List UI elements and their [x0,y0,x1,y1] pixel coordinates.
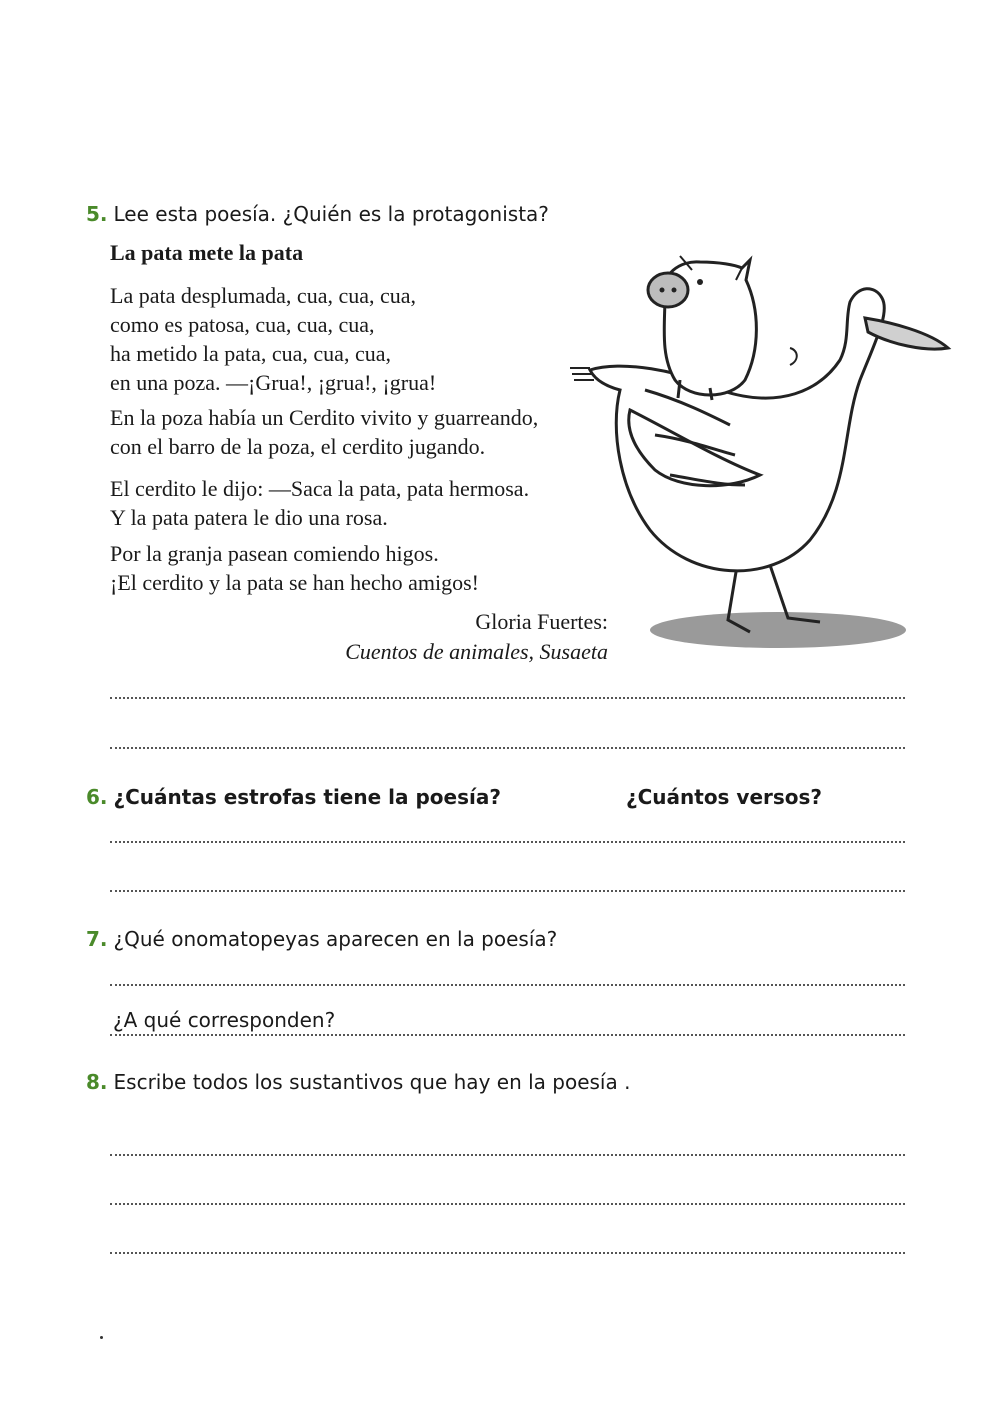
question-number: 5. [86,202,108,226]
question-7 [86,927,557,951]
poem-stanza-4 [110,539,479,597]
question-text: Lee esta poesía. ¿Quién es la protagonista? [113,202,549,226]
question-6-second-part: ¿Cuántos versos? [626,785,823,809]
answer-line[interactable] [110,890,905,892]
poem-book: Cuentos de animales, Susaeta [345,639,608,664]
poem-title: La pata mete la pata [110,240,304,265]
poem-stanza-2 [110,403,538,461]
question-5 [86,202,549,226]
poem-verse: ¡El cerdito y la pata se han hecho amigos! [110,570,479,595]
answer-line[interactable] [110,984,905,986]
poem-stanza-3 [110,474,529,532]
question-text: ¿Cuántas estrofas tiene la poesía? [113,785,501,809]
answer-line[interactable] [110,1252,905,1254]
poem-verse: Por la granja pasean comiendo higos. [110,541,439,566]
answer-line[interactable] [110,841,905,843]
answer-line[interactable] [110,747,905,749]
poem-verse: Y la pata patera le dio una rosa. [110,505,388,530]
poem-author: Gloria Fuertes: [475,609,608,634]
question-6 [86,785,501,809]
answer-line[interactable] [110,1154,905,1156]
question-8 [86,1070,630,1094]
question-number: 7. [86,927,108,951]
poem-verse: La pata desplumada, cua, cua, cua, [110,283,417,308]
question-7-subquestion: ¿A qué corresponden? [113,1008,336,1032]
answer-line[interactable] [110,1203,905,1205]
poem-verse: como es patosa, cua, cua, cua, [110,312,375,337]
poem-verse: El cerdito le dijo: —Saca la pata, pata hermosa. [110,476,530,501]
poem-verse: ha metido la pata, cua, cua, cua, [110,341,391,366]
poem-verse: en una poza. —¡Grua!, ¡grua!, ¡grua! [110,370,437,395]
poem-verse: con el barro de la poza, el cerdito jugando. [110,434,486,459]
question-text: Escribe todos los sustantivos que hay en la poesía . [113,1070,631,1094]
poem-verse: En la poza había un Cerdito vivito y guarreando, [110,405,539,430]
question-number: 6. [86,785,108,809]
page-mark [100,1336,103,1339]
poem-stanza-1 [110,281,436,397]
question-text: ¿Qué onomatopeyas aparecen en la poesía? [113,927,558,951]
answer-line[interactable] [110,697,905,699]
duck-and-pig-illustration [560,240,960,660]
question-number: 8. [86,1070,108,1094]
answer-line[interactable] [110,1034,905,1036]
